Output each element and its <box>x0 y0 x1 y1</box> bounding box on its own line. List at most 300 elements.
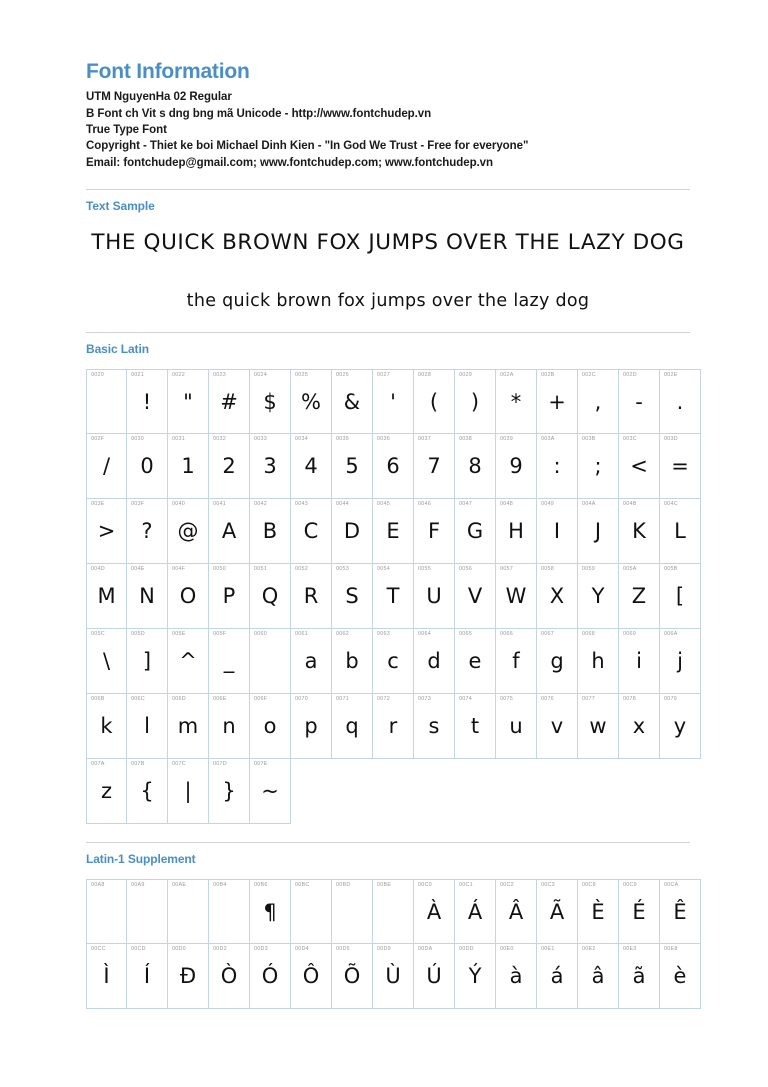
glyph-cell[interactable] <box>86 564 127 629</box>
glyph-preview: t <box>470 713 480 738</box>
glyph-codepoint-label: 0043 <box>295 500 308 507</box>
glyph-codepoint-label: 0056 <box>459 565 472 572</box>
glyph-preview: : <box>553 453 561 478</box>
glyph-codepoint-label: 00C8 <box>582 882 596 889</box>
glyph-codepoint-label: 0042 <box>254 500 267 507</box>
glyph-preview: o <box>263 713 277 738</box>
glyph-cell[interactable] <box>537 499 578 564</box>
glyph-cell[interactable] <box>127 369 168 434</box>
glyph-preview: j <box>677 648 683 673</box>
glyph-preview: Ù <box>385 964 401 989</box>
glyph-cell[interactable] <box>414 499 455 564</box>
glyph-codepoint-label: 0034 <box>295 435 308 442</box>
glyph-cell[interactable] <box>578 499 619 564</box>
glyph-preview: A <box>221 518 237 543</box>
glyph-codepoint-label: 0060 <box>254 630 267 637</box>
glyph-cell[interactable] <box>127 759 168 824</box>
glyph-cell[interactable] <box>332 629 373 694</box>
glyph-codepoint-label: 00E3 <box>623 946 637 953</box>
glyph-codepoint-label: 00D3 <box>254 946 268 953</box>
glyph-cell[interactable] <box>168 564 209 629</box>
glyph-preview: & <box>343 389 361 414</box>
glyph-cell[interactable] <box>291 944 332 1009</box>
glyph-cell[interactable] <box>619 564 660 629</box>
glyph-cell[interactable] <box>373 629 414 694</box>
glyph-cell[interactable] <box>291 369 332 434</box>
glyph-cell[interactable] <box>209 879 250 944</box>
glyph-preview: b <box>345 648 359 673</box>
glyph-preview: C <box>303 518 319 543</box>
glyph-cell[interactable] <box>455 434 496 499</box>
glyph-preview: ' <box>390 389 396 414</box>
glyph-cell[interactable] <box>455 499 496 564</box>
glyph-cell[interactable] <box>537 629 578 694</box>
glyph-codepoint-label: 002C <box>582 371 596 378</box>
glyph-cell[interactable] <box>250 629 291 694</box>
glyph-codepoint-label: 0038 <box>459 435 472 442</box>
font-copyright-line: Copyright - Thiet ke boi Michael Dinh Kien - "In God We Trust - Free for everyone" <box>86 140 529 153</box>
glyph-cell[interactable] <box>127 629 168 694</box>
glyph-preview: g <box>550 648 564 673</box>
glyph-preview: Y <box>591 583 605 608</box>
glyph-cell[interactable] <box>537 434 578 499</box>
glyph-codepoint-label: 0026 <box>336 371 349 378</box>
glyph-cell[interactable] <box>455 694 496 759</box>
glyph-cell[interactable] <box>496 944 537 1009</box>
glyph-cell[interactable] <box>660 564 701 629</box>
section-title-basic-latin: Basic Latin <box>86 341 149 356</box>
glyph-cell[interactable] <box>332 369 373 434</box>
glyph-preview: ã <box>632 964 646 989</box>
glyph-cell[interactable] <box>496 499 537 564</box>
glyph-codepoint-label: 0051 <box>254 565 267 572</box>
glyph-preview: % <box>301 389 321 414</box>
glyph-codepoint-label: 0067 <box>541 630 554 637</box>
glyph-codepoint-label: 00AE <box>172 882 187 889</box>
glyph-cell[interactable] <box>291 564 332 629</box>
section-title-text-sample: Text Sample <box>86 199 155 214</box>
glyph-codepoint-label: 0028 <box>418 371 431 378</box>
glyph-cell[interactable] <box>537 369 578 434</box>
glyph-preview: Ê <box>673 900 687 925</box>
glyph-cell[interactable] <box>496 629 537 694</box>
glyph-codepoint-label: 003B <box>582 435 596 442</box>
glyph-codepoint-label: 0066 <box>500 630 513 637</box>
glyph-cell[interactable] <box>209 434 250 499</box>
glyph-cell[interactable] <box>578 434 619 499</box>
glyph-codepoint-label: 005C <box>91 630 105 637</box>
glyph-codepoint-label: 005E <box>172 630 186 637</box>
glyph-codepoint-label: 0035 <box>336 435 349 442</box>
glyph-cell[interactable] <box>291 499 332 564</box>
glyph-preview: B <box>262 518 278 543</box>
glyph-codepoint-label: 0072 <box>377 695 390 702</box>
glyph-preview: ] <box>142 648 152 673</box>
glyph-cell[interactable] <box>414 564 455 629</box>
glyph-preview: Ò <box>220 964 238 989</box>
glyph-cell-empty-slot <box>332 759 373 824</box>
glyph-preview: z <box>100 778 113 803</box>
glyph-codepoint-label: 0053 <box>336 565 349 572</box>
section-divider <box>86 842 690 843</box>
glyph-preview: { <box>140 778 154 803</box>
glyph-cell[interactable] <box>496 434 537 499</box>
glyph-codepoint-label: 005B <box>664 565 678 572</box>
glyph-preview: ~ <box>261 778 279 803</box>
glyph-codepoint-label: 006C <box>131 695 145 702</box>
glyph-row <box>86 369 690 434</box>
glyph-codepoint-label: 0021 <box>131 371 144 378</box>
glyph-cell[interactable] <box>209 564 250 629</box>
glyph-cell[interactable] <box>537 694 578 759</box>
glyph-cell[interactable] <box>660 434 701 499</box>
glyph-codepoint-label: 00D9 <box>377 946 391 953</box>
glyph-preview: ! <box>142 389 152 414</box>
glyph-codepoint-label: 00E8 <box>664 946 678 953</box>
glyph-codepoint-label: 00CD <box>131 946 146 953</box>
glyph-codepoint-label: 0020 <box>91 371 104 378</box>
glyph-preview: d <box>427 648 441 673</box>
glyph-codepoint-label: 0078 <box>623 695 636 702</box>
glyph-cell[interactable] <box>291 694 332 759</box>
glyph-preview: Ì <box>103 964 110 989</box>
font-email-line: Email: fontchudep@gmail.com; www.fontchudep.com; www.fontchudep.vn <box>86 156 494 169</box>
glyph-cell-empty-slot <box>537 759 578 824</box>
glyph-codepoint-label: 0065 <box>459 630 472 637</box>
glyph-cell[interactable] <box>168 369 209 434</box>
glyph-cell[interactable] <box>86 759 127 824</box>
font-description-line: B Font ch Vit s dng bng mã Unicode - http://www.fontchudep.vn <box>86 107 432 120</box>
glyph-preview: ? <box>141 518 153 543</box>
glyph-preview: F <box>427 518 441 543</box>
glyph-cell[interactable] <box>127 879 168 944</box>
glyph-preview: 0 <box>140 453 154 478</box>
glyph-preview: , <box>594 389 602 414</box>
glyph-cell[interactable] <box>209 369 250 434</box>
glyph-preview: 3 <box>263 453 277 478</box>
glyph-preview: T <box>386 583 400 608</box>
glyph-codepoint-label: 004D <box>91 565 105 572</box>
glyph-codepoint-label: 0071 <box>336 695 349 702</box>
glyph-cell[interactable] <box>414 879 455 944</box>
glyph-preview: > <box>97 518 116 543</box>
glyph-preview: y <box>673 713 687 738</box>
glyph-cell[interactable] <box>250 694 291 759</box>
glyph-codepoint-label: 0063 <box>377 630 390 637</box>
glyph-cell[interactable] <box>127 694 168 759</box>
glyph-codepoint-label: 0039 <box>500 435 513 442</box>
glyph-preview: O <box>179 583 197 608</box>
glyph-preview: p <box>304 713 318 738</box>
font-metadata-list <box>86 89 690 171</box>
glyph-codepoint-label: 0064 <box>418 630 431 637</box>
glyph-cell[interactable] <box>291 629 332 694</box>
glyph-cell[interactable] <box>578 879 619 944</box>
glyph-preview: x <box>632 713 646 738</box>
glyph-cell[interactable] <box>660 944 701 1009</box>
glyph-cell[interactable] <box>660 694 701 759</box>
sample-lowercase-pangram: the quick brown fox jumps over the lazy dog <box>186 290 590 311</box>
glyph-preview: M <box>97 583 116 608</box>
glyph-codepoint-label: 005D <box>131 630 145 637</box>
glyph-codepoint-label: 0047 <box>459 500 472 507</box>
glyph-preview: Á <box>467 900 483 925</box>
glyph-preview: s <box>428 713 440 738</box>
glyph-preview: w <box>589 713 607 738</box>
glyph-preview: L <box>674 518 686 543</box>
glyph-codepoint-label: 00CC <box>91 946 106 953</box>
glyph-cell[interactable] <box>619 434 660 499</box>
glyph-preview: K <box>632 518 646 543</box>
glyph-codepoint-label: 00E0 <box>500 946 514 953</box>
glyph-preview: | <box>184 778 192 803</box>
glyph-codepoint-label: 007E <box>254 760 268 767</box>
glyph-cell-empty-slot <box>373 759 414 824</box>
glyph-cell[interactable] <box>86 629 127 694</box>
glyph-cell[interactable] <box>373 944 414 1009</box>
glyph-preview: Í <box>143 964 151 989</box>
glyph-preview: 1 <box>181 453 195 478</box>
glyph-cell[interactable] <box>168 879 209 944</box>
glyph-cell[interactable] <box>209 759 250 824</box>
glyph-codepoint-label: 00DD <box>459 946 474 953</box>
glyph-cell[interactable] <box>168 759 209 824</box>
glyph-preview: 5 <box>345 453 359 478</box>
glyph-codepoint-label: 003E <box>91 500 105 507</box>
glyph-cell[interactable] <box>127 944 168 1009</box>
glyph-cell[interactable] <box>373 434 414 499</box>
glyph-preview: [ <box>675 583 685 608</box>
glyph-cell[interactable] <box>414 434 455 499</box>
glyph-cell[interactable] <box>619 879 660 944</box>
glyph-cell[interactable] <box>455 369 496 434</box>
glyph-codepoint-label: 006E <box>213 695 227 702</box>
glyph-preview: Ý <box>468 964 482 989</box>
glyph-cell[interactable] <box>332 499 373 564</box>
glyph-cell[interactable] <box>455 564 496 629</box>
glyph-cell[interactable] <box>619 694 660 759</box>
glyph-preview: R <box>303 583 319 608</box>
glyph-preview: Ô <box>302 964 320 989</box>
glyph-cell[interactable] <box>619 499 660 564</box>
glyph-cell[interactable] <box>332 694 373 759</box>
glyph-cell[interactable] <box>496 369 537 434</box>
glyph-cell[interactable] <box>209 629 250 694</box>
glyph-cell[interactable] <box>578 564 619 629</box>
glyph-cell[interactable] <box>414 629 455 694</box>
glyph-cell-empty-slot <box>619 759 660 824</box>
glyph-codepoint-label: 0030 <box>131 435 144 442</box>
glyph-row <box>86 759 690 824</box>
glyph-cell[interactable] <box>168 629 209 694</box>
glyph-codepoint-label: 00D2 <box>213 946 227 953</box>
glyph-cell[interactable] <box>660 499 701 564</box>
glyph-cell[interactable] <box>86 694 127 759</box>
glyph-codepoint-label: 0055 <box>418 565 431 572</box>
glyph-preview: è <box>673 964 687 989</box>
glyph-cell[interactable] <box>373 694 414 759</box>
glyph-cell[interactable] <box>86 944 127 1009</box>
glyph-cell[interactable] <box>168 499 209 564</box>
glyph-cell[interactable] <box>291 434 332 499</box>
glyph-row <box>86 879 690 944</box>
glyph-preview: 6 <box>386 453 400 478</box>
glyph-codepoint-label: 0075 <box>500 695 513 702</box>
glyph-cell[interactable] <box>250 879 291 944</box>
glyph-cell[interactable] <box>496 564 537 629</box>
glyph-cell-empty-slot <box>496 759 537 824</box>
glyph-codepoint-label: 0032 <box>213 435 226 442</box>
glyph-cell-empty-slot <box>455 759 496 824</box>
glyph-preview: Ð <box>179 964 197 989</box>
glyph-codepoint-label: 00C2 <box>500 882 514 889</box>
glyph-cell[interactable] <box>332 564 373 629</box>
glyph-preview: c <box>387 648 399 673</box>
glyph-preview: * <box>510 389 522 414</box>
glyph-preview: D <box>343 518 361 543</box>
glyph-codepoint-label: 0033 <box>254 435 267 442</box>
glyph-codepoint-label: 0057 <box>500 565 513 572</box>
glyph-cell[interactable] <box>86 434 127 499</box>
glyph-cell[interactable] <box>578 629 619 694</box>
glyph-cell[interactable] <box>332 944 373 1009</box>
sample-uppercase-pangram: THE QUICK BROWN FOX JUMPS OVER THE LAZY DOG <box>91 229 685 255</box>
glyph-cell[interactable] <box>660 369 701 434</box>
glyph-cell[interactable] <box>619 944 660 1009</box>
glyph-cell[interactable] <box>291 879 332 944</box>
glyph-cell[interactable] <box>496 694 537 759</box>
glyph-preview: G <box>466 518 484 543</box>
glyph-cell[interactable] <box>127 564 168 629</box>
glyph-codepoint-label: 006B <box>91 695 105 702</box>
section-title-latin1-supplement: Latin-1 Supplement <box>86 851 196 866</box>
glyph-codepoint-label: 0027 <box>377 371 390 378</box>
glyph-preview: n <box>222 713 236 738</box>
glyph-preview: ( <box>429 389 439 414</box>
glyph-codepoint-label: 0077 <box>582 695 595 702</box>
glyph-cell[interactable] <box>209 499 250 564</box>
glyph-codepoint-label: 0029 <box>459 371 472 378</box>
glyph-preview: ) <box>470 389 480 414</box>
glyph-cell[interactable] <box>373 369 414 434</box>
glyph-preview: 7 <box>427 453 441 478</box>
glyph-cell[interactable] <box>127 499 168 564</box>
glyph-codepoint-label: 002B <box>541 371 555 378</box>
glyph-cell[interactable] <box>496 879 537 944</box>
glyph-cell[interactable] <box>250 944 291 1009</box>
glyph-codepoint-label: 00D4 <box>295 946 309 953</box>
glyph-cell[interactable] <box>578 944 619 1009</box>
glyph-cell[interactable] <box>209 944 250 1009</box>
glyph-cell-empty-slot <box>291 759 332 824</box>
glyph-cell[interactable] <box>250 434 291 499</box>
glyph-cell[interactable] <box>414 944 455 1009</box>
glyph-cell[interactable] <box>578 369 619 434</box>
glyph-cell[interactable] <box>168 694 209 759</box>
glyph-codepoint-label: 002E <box>664 371 678 378</box>
glyph-codepoint-label: 0054 <box>377 565 390 572</box>
glyph-cell[interactable] <box>619 369 660 434</box>
glyph-cell[interactable] <box>86 879 127 944</box>
glyph-cell[interactable] <box>373 564 414 629</box>
glyph-preview: È <box>591 900 605 925</box>
glyph-cell[interactable] <box>373 499 414 564</box>
glyph-cell[interactable] <box>250 369 291 434</box>
glyph-cell[interactable] <box>86 369 127 434</box>
glyph-cell[interactable] <box>250 759 291 824</box>
glyph-preview: 8 <box>468 453 482 478</box>
glyph-codepoint-label: 007B <box>131 760 145 767</box>
glyph-codepoint-label: 004A <box>582 500 596 507</box>
glyph-cell[interactable] <box>332 879 373 944</box>
font-format-line: True Type Font <box>86 123 167 136</box>
glyph-cell[interactable] <box>537 879 578 944</box>
glyph-preview: r <box>388 713 398 738</box>
glyph-cell[interactable] <box>455 629 496 694</box>
glyph-preview: X <box>549 583 565 608</box>
glyph-preview: e <box>468 648 482 673</box>
glyph-cell[interactable] <box>250 499 291 564</box>
glyph-cell[interactable] <box>537 564 578 629</box>
glyph-preview: H <box>508 518 524 543</box>
glyph-preview: E <box>386 518 400 543</box>
section-divider <box>86 332 690 333</box>
section-divider <box>86 189 690 190</box>
glyph-codepoint-label: 0025 <box>295 371 308 378</box>
glyph-cell[interactable] <box>455 879 496 944</box>
glyph-codepoint-label: 0076 <box>541 695 554 702</box>
glyph-cell[interactable] <box>168 434 209 499</box>
glyph-codepoint-label: 0023 <box>213 371 226 378</box>
glyph-cell[interactable] <box>660 629 701 694</box>
glyph-cell[interactable] <box>373 879 414 944</box>
glyph-preview: ¶ <box>263 900 277 925</box>
glyph-cell[interactable] <box>455 944 496 1009</box>
glyph-codepoint-label: 0046 <box>418 500 431 507</box>
glyph-row <box>86 944 690 1009</box>
glyph-preview: P <box>222 583 236 608</box>
glyph-preview: i <box>636 648 642 673</box>
glyph-preview: ; <box>594 453 602 478</box>
glyph-preview: Ó <box>261 964 279 989</box>
glyph-preview: à <box>509 964 523 989</box>
glyph-cell[interactable] <box>86 499 127 564</box>
glyph-cell[interactable] <box>578 694 619 759</box>
glyph-codepoint-label: 0068 <box>582 630 595 637</box>
glyph-cell[interactable] <box>414 694 455 759</box>
glyph-cell[interactable] <box>619 629 660 694</box>
glyph-cell[interactable] <box>332 434 373 499</box>
glyph-cell[interactable] <box>250 564 291 629</box>
glyph-cell[interactable] <box>414 369 455 434</box>
glyph-cell[interactable] <box>537 944 578 1009</box>
glyph-preview: É <box>632 900 646 925</box>
glyph-preview: } <box>222 778 236 803</box>
glyph-cell[interactable] <box>660 879 701 944</box>
glyph-preview: U <box>426 583 442 608</box>
glyph-codepoint-label: 0050 <box>213 565 226 572</box>
glyph-cell[interactable] <box>168 944 209 1009</box>
glyph-codepoint-label: 006A <box>664 630 678 637</box>
glyph-cell[interactable] <box>209 694 250 759</box>
glyph-codepoint-label: 006F <box>254 695 268 702</box>
glyph-codepoint-label: 0074 <box>459 695 472 702</box>
glyph-preview: " <box>183 389 193 414</box>
basic-latin-section <box>86 332 690 824</box>
glyph-codepoint-label: 0059 <box>582 565 595 572</box>
glyph-cell[interactable] <box>127 434 168 499</box>
glyph-preview: Ã <box>549 900 565 925</box>
